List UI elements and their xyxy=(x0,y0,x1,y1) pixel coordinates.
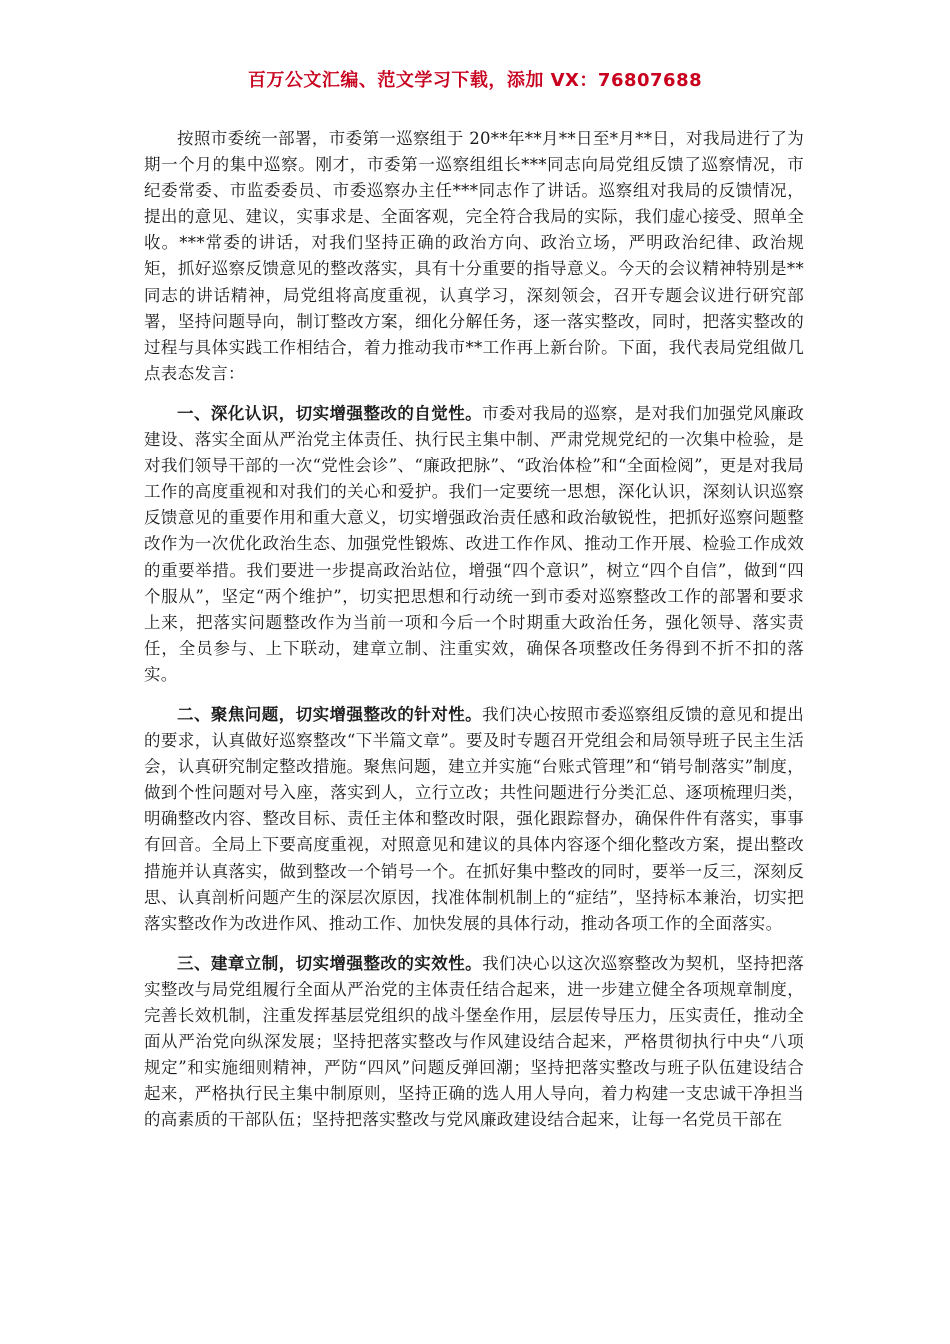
intro-paragraph xyxy=(144,126,804,387)
section-1-paragraph xyxy=(144,401,804,688)
header-banner: 百万公文汇编、范文学习下载，添加 VX：76807688 xyxy=(247,70,703,91)
section-1-heading: 一、深化认识，切实增强整改的自觉性。 xyxy=(177,403,483,423)
section-2-heading: 二、聚焦问题，切实增强整改的针对性。 xyxy=(177,704,483,724)
section-2-text: 我们决心按照市委巡察组反馈的意见和提出的要求，认真做好巡察整改“下半篇文章”。要及时专题召开党组会和局领导班子民主生活会，认真研究制定整改措施。聚焦问题，建立并实施“台账式管理”和“销号制落实”制度，做到个性问题对号入座，落实到人，立行立改；共性问题进行分类汇总、逐项梳理归类，明确整改内容、整改目标、责任主体和整改时限，强化跟踪督办，确保件件有落实，事事有回音。全局上下要高度重视，对照意见和建议的具体内容逐个细化整改方案，提出整改措施并认真落实，做到整改一个销号一个。在抓好集中整改的同时，要举一反三，深刻反思、认真剖析问题产生的深层次原因，找准体制机制上的“症结”，坚持标本兼治，切实把落实整改作为改进作风、推动工作、加快发展的具体行动，推动各项工作的全面落实。 xyxy=(144,704,805,933)
section-1-text: 市委对我局的巡察，是对我们加强党风廉政建设、落实全面从严治党主体责任、执行民主集中制、严肃党规党纪的一次集中检验，是对我们领导干部的一次“党性会诊”、“廉政把脉”、“政治体检”和“全面检阅”，更是对我局工作的高度重视和对我们的关心和爱护。我们一定要统一思想，深化认识，深刻认识巡察反馈意见的重要作用和重大意义，切实增强政治责任感和政治敏锐性，把抓好巡察问题整改作为一次优化政治生态、加强党性锻炼、改进工作作风、推动工作开展、检验工作成效的重要举措。我们要进一步提高政治站位，增强“四个意识”，树立“四个自信”，做到“四个服从”，坚定“两个维护”，切实把思想和行动统一到市委对巡察整改工作的部署和要求上来，把落实问题整改作为当前一项和今后一个时期重大政治任务，强化领导、落实责任，全员参与、上下联动，建章立制、注重实效，确保各项整改任务得到不折不扣的落实。 xyxy=(144,403,805,684)
section-3-heading: 三、建章立制，切实增强整改的实效性。 xyxy=(177,953,483,973)
section-3-paragraph xyxy=(144,951,804,1134)
section-3-text: 我们决心以这次巡察整改为契机，坚持把落实整改与局党组履行全面从严治党的主体责任结合起来，进一步建立健全各项规章制度，完善长效机制，注重发挥基层党组织的战斗堡垒作用，层层传导压力，压实责任，推动全面从严治党向纵深发展；坚持把落实整改与作风建设结合起来，严格贯彻执行中央“八项规定”和实施细则精神，严防“四风”问题反弹回潮；坚持把落实整改与班子队伍建设结合起来，严格执行民主集中制原则，坚持正确的选人用人导向，着力构建一支忠诚干净担当的高素质的干部队伍；坚持把落实整改与党风廉政建设结合起来，让每一名党员干部在 xyxy=(144,953,805,1130)
section-2-paragraph xyxy=(144,702,804,937)
document-body xyxy=(144,126,804,1147)
intro-text: 按照市委统一部署，市委第一巡察组于 20**年**月**日至*月**日，对我局进行了为期一个月的集中巡察。刚才，市委第一巡察组组长***同志向局党组反馈了巡察情况，市纪委常委、市监委委员、市委巡察办主任***同志作了讲话。巡察组对我局的反馈情况，提出的意见、建议，实事求是、全面客观，完全符合我局的实际，我们虚心接受、照单全收。***常委的讲话，对我们坚持正确的政治方向、政治立场，严明政治纪律、政治规矩，抓好巡察反馈意见的整改落实，具有十分重要的指导意义。今天的会议精神特别是**同志的讲话精神，局党组将高度重视，认真学习，深刻领会，召开专题会议进行研究部署，坚持问题导向，制订整改方案，细化分解任务，逐一落实整改，同时，把落实整改的过程与具体实践工作相结合，着力推动我市**工作再上新台阶。下面，我代表局党组做几点表态发言： xyxy=(144,129,804,383)
